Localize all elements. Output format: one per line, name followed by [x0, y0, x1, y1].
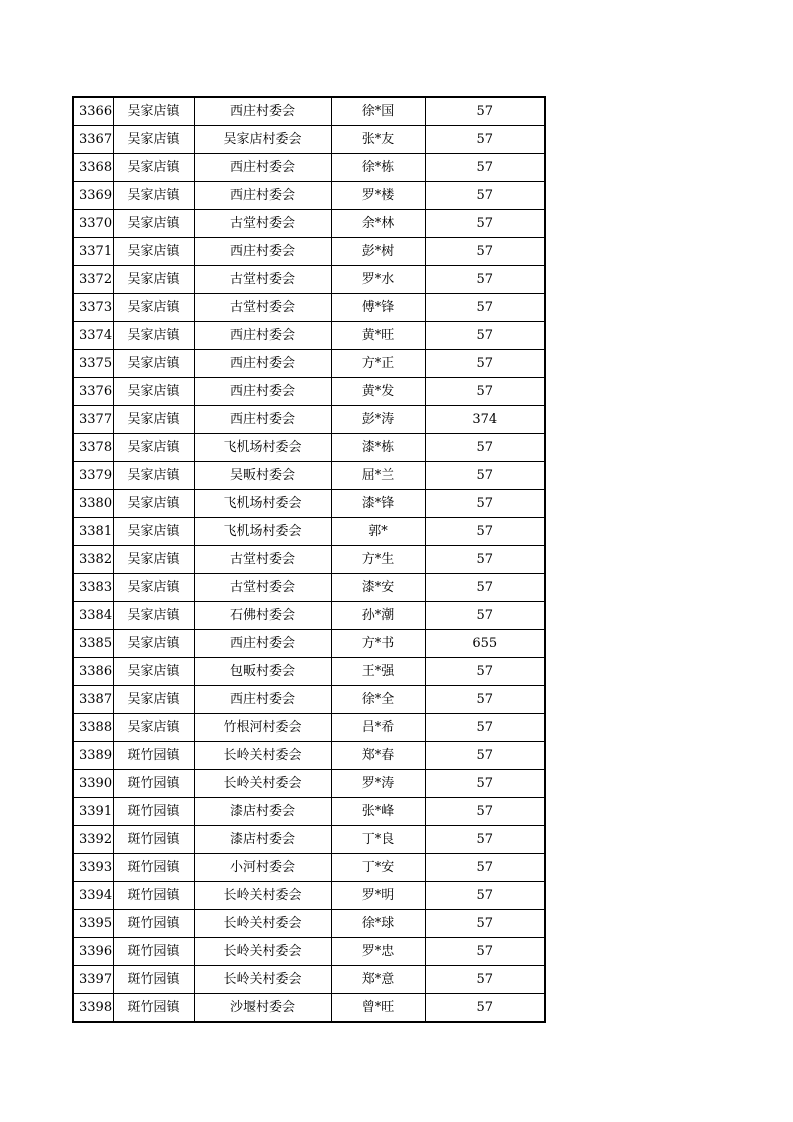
table-row: [73, 994, 545, 1023]
town-cell: 斑竹园镇: [113, 854, 194, 882]
table-row: [73, 210, 545, 238]
name-cell: 罗*明: [331, 882, 425, 910]
village-cell: 古堂村委会: [194, 266, 331, 294]
amount-cell: 57: [425, 154, 545, 182]
row-number: 3389: [73, 742, 113, 770]
amount-cell: 57: [425, 714, 545, 742]
name-cell: 丁*良: [331, 826, 425, 854]
name-cell: 方*正: [331, 350, 425, 378]
town-cell: 吴家店镇: [113, 686, 194, 714]
table-row: [73, 714, 545, 742]
table-row: [73, 938, 545, 966]
village-cell: 漆店村委会: [194, 798, 331, 826]
table-row: [73, 238, 545, 266]
town-cell: 吴家店镇: [113, 154, 194, 182]
name-cell: 王*强: [331, 658, 425, 686]
village-cell: 长岭关村委会: [194, 770, 331, 798]
amount-cell: 374: [425, 406, 545, 434]
amount-cell: 57: [425, 350, 545, 378]
table-row: [73, 294, 545, 322]
row-number: 3395: [73, 910, 113, 938]
amount-cell: 57: [425, 126, 545, 154]
table-row: [73, 350, 545, 378]
table-row: [73, 910, 545, 938]
table-row: [73, 546, 545, 574]
village-cell: 吴畈村委会: [194, 462, 331, 490]
name-cell: 丁*安: [331, 854, 425, 882]
name-cell: 孙*潮: [331, 602, 425, 630]
amount-cell: 57: [425, 826, 545, 854]
row-number: 3383: [73, 574, 113, 602]
amount-cell: 57: [425, 434, 545, 462]
town-cell: 斑竹园镇: [113, 826, 194, 854]
town-cell: 吴家店镇: [113, 210, 194, 238]
table-row: [73, 798, 545, 826]
town-cell: 吴家店镇: [113, 322, 194, 350]
table-row: [73, 686, 545, 714]
name-cell: 徐*国: [331, 97, 425, 126]
amount-cell: 57: [425, 854, 545, 882]
village-cell: 古堂村委会: [194, 546, 331, 574]
town-cell: 斑竹园镇: [113, 910, 194, 938]
row-number: 3370: [73, 210, 113, 238]
amount-cell: 57: [425, 882, 545, 910]
town-cell: 吴家店镇: [113, 490, 194, 518]
town-cell: 斑竹园镇: [113, 938, 194, 966]
name-cell: 郭*: [331, 518, 425, 546]
village-cell: 吴家店村委会: [194, 126, 331, 154]
town-cell: 吴家店镇: [113, 266, 194, 294]
row-number: 3384: [73, 602, 113, 630]
town-cell: 吴家店镇: [113, 546, 194, 574]
table-row: [73, 518, 545, 546]
table-row: [73, 434, 545, 462]
town-cell: 吴家店镇: [113, 182, 194, 210]
amount-cell: 57: [425, 994, 545, 1023]
town-cell: 吴家店镇: [113, 630, 194, 658]
name-cell: 曾*旺: [331, 994, 425, 1023]
town-cell: 吴家店镇: [113, 714, 194, 742]
amount-cell: 57: [425, 322, 545, 350]
town-cell: 吴家店镇: [113, 574, 194, 602]
table-row: [73, 266, 545, 294]
table-row: [73, 97, 545, 126]
town-cell: 斑竹园镇: [113, 882, 194, 910]
row-number: 3367: [73, 126, 113, 154]
table-row: [73, 182, 545, 210]
amount-cell: 57: [425, 742, 545, 770]
amount-cell: 57: [425, 294, 545, 322]
row-number: 3376: [73, 378, 113, 406]
amount-cell: 57: [425, 658, 545, 686]
row-number: 3397: [73, 966, 113, 994]
row-number: 3372: [73, 266, 113, 294]
name-cell: 张*峰: [331, 798, 425, 826]
row-number: 3366: [73, 97, 113, 126]
village-cell: 长岭关村委会: [194, 882, 331, 910]
name-cell: 余*林: [331, 210, 425, 238]
village-cell: 竹根河村委会: [194, 714, 331, 742]
table-row: [73, 826, 545, 854]
row-number: 3388: [73, 714, 113, 742]
amount-cell: 57: [425, 97, 545, 126]
row-number: 3387: [73, 686, 113, 714]
amount-cell: 57: [425, 518, 545, 546]
amount-cell: 57: [425, 462, 545, 490]
town-cell: 吴家店镇: [113, 350, 194, 378]
village-cell: 飞机场村委会: [194, 434, 331, 462]
town-cell: 吴家店镇: [113, 378, 194, 406]
row-number: 3394: [73, 882, 113, 910]
table-row: [73, 630, 545, 658]
name-cell: 罗*忠: [331, 938, 425, 966]
row-number: 3369: [73, 182, 113, 210]
table-row: [73, 882, 545, 910]
table-body: [73, 97, 545, 1022]
table-row: [73, 658, 545, 686]
amount-cell: 57: [425, 686, 545, 714]
table-row: [73, 854, 545, 882]
town-cell: 斑竹园镇: [113, 742, 194, 770]
table-row: [73, 126, 545, 154]
row-number: 3378: [73, 434, 113, 462]
amount-cell: 655: [425, 630, 545, 658]
name-cell: 方*生: [331, 546, 425, 574]
row-number: 3380: [73, 490, 113, 518]
amount-cell: 57: [425, 238, 545, 266]
town-cell: 吴家店镇: [113, 434, 194, 462]
table-row: [73, 602, 545, 630]
village-cell: 西庄村委会: [194, 378, 331, 406]
town-cell: 吴家店镇: [113, 518, 194, 546]
village-cell: 西庄村委会: [194, 182, 331, 210]
village-cell: 西庄村委会: [194, 322, 331, 350]
name-cell: 徐*全: [331, 686, 425, 714]
village-cell: 西庄村委会: [194, 154, 331, 182]
name-cell: 徐*栋: [331, 154, 425, 182]
town-cell: 吴家店镇: [113, 658, 194, 686]
village-cell: 包畈村委会: [194, 658, 331, 686]
village-cell: 长岭关村委会: [194, 938, 331, 966]
town-cell: 吴家店镇: [113, 97, 194, 126]
amount-cell: 57: [425, 210, 545, 238]
village-cell: 石佛村委会: [194, 602, 331, 630]
name-cell: 徐*球: [331, 910, 425, 938]
village-cell: 小河村委会: [194, 854, 331, 882]
town-cell: 吴家店镇: [113, 602, 194, 630]
name-cell: 漆*安: [331, 574, 425, 602]
town-cell: 吴家店镇: [113, 294, 194, 322]
village-cell: 飞机场村委会: [194, 490, 331, 518]
table-row: [73, 490, 545, 518]
village-cell: 飞机场村委会: [194, 518, 331, 546]
row-number: 3373: [73, 294, 113, 322]
table-row: [73, 742, 545, 770]
name-cell: 罗*水: [331, 266, 425, 294]
village-cell: 西庄村委会: [194, 238, 331, 266]
village-cell: 西庄村委会: [194, 406, 331, 434]
amount-cell: 57: [425, 574, 545, 602]
amount-cell: 57: [425, 546, 545, 574]
village-cell: 古堂村委会: [194, 574, 331, 602]
row-number: 3391: [73, 798, 113, 826]
village-cell: 西庄村委会: [194, 97, 331, 126]
name-cell: 张*友: [331, 126, 425, 154]
town-cell: 吴家店镇: [113, 126, 194, 154]
amount-cell: 57: [425, 378, 545, 406]
row-number: 3392: [73, 826, 113, 854]
town-cell: 斑竹园镇: [113, 798, 194, 826]
row-number: 3398: [73, 994, 113, 1023]
name-cell: 彭*涛: [331, 406, 425, 434]
row-number: 3385: [73, 630, 113, 658]
amount-cell: 57: [425, 966, 545, 994]
village-cell: 长岭关村委会: [194, 742, 331, 770]
town-cell: 吴家店镇: [113, 238, 194, 266]
name-cell: 黄*旺: [331, 322, 425, 350]
village-cell: 西庄村委会: [194, 350, 331, 378]
village-cell: 长岭关村委会: [194, 966, 331, 994]
row-number: 3375: [73, 350, 113, 378]
row-number: 3368: [73, 154, 113, 182]
name-cell: 彭*树: [331, 238, 425, 266]
row-number: 3390: [73, 770, 113, 798]
table-row: [73, 154, 545, 182]
row-number: 3374: [73, 322, 113, 350]
name-cell: 郑*春: [331, 742, 425, 770]
town-cell: 斑竹园镇: [113, 994, 194, 1023]
name-cell: 漆*栋: [331, 434, 425, 462]
row-number: 3381: [73, 518, 113, 546]
table-row: [73, 378, 545, 406]
name-cell: 郑*意: [331, 966, 425, 994]
name-cell: 罗*楼: [331, 182, 425, 210]
amount-cell: 57: [425, 910, 545, 938]
village-cell: 古堂村委会: [194, 294, 331, 322]
amount-cell: 57: [425, 266, 545, 294]
town-cell: 吴家店镇: [113, 406, 194, 434]
amount-cell: 57: [425, 770, 545, 798]
name-cell: 漆*锋: [331, 490, 425, 518]
name-cell: 罗*涛: [331, 770, 425, 798]
name-cell: 屈*兰: [331, 462, 425, 490]
village-cell: 古堂村委会: [194, 210, 331, 238]
town-cell: 斑竹园镇: [113, 770, 194, 798]
table-row: [73, 966, 545, 994]
amount-cell: 57: [425, 602, 545, 630]
amount-cell: 57: [425, 938, 545, 966]
row-number: 3377: [73, 406, 113, 434]
name-cell: 傅*锋: [331, 294, 425, 322]
amount-cell: 57: [425, 490, 545, 518]
amount-cell: 57: [425, 182, 545, 210]
data-table: [72, 96, 546, 1023]
row-number: 3393: [73, 854, 113, 882]
row-number: 3382: [73, 546, 113, 574]
row-number: 3396: [73, 938, 113, 966]
town-cell: 斑竹园镇: [113, 966, 194, 994]
village-cell: 漆店村委会: [194, 826, 331, 854]
table-row: [73, 770, 545, 798]
town-cell: 吴家店镇: [113, 462, 194, 490]
amount-cell: 57: [425, 798, 545, 826]
name-cell: 方*书: [331, 630, 425, 658]
name-cell: 吕*希: [331, 714, 425, 742]
table-row: [73, 462, 545, 490]
village-cell: 沙堰村委会: [194, 994, 331, 1023]
row-number: 3379: [73, 462, 113, 490]
row-number: 3386: [73, 658, 113, 686]
village-cell: 西庄村委会: [194, 630, 331, 658]
village-cell: 西庄村委会: [194, 686, 331, 714]
table-row: [73, 574, 545, 602]
row-number: 3371: [73, 238, 113, 266]
table-row: [73, 406, 545, 434]
table-row: [73, 322, 545, 350]
name-cell: 黄*发: [331, 378, 425, 406]
village-cell: 长岭关村委会: [194, 910, 331, 938]
